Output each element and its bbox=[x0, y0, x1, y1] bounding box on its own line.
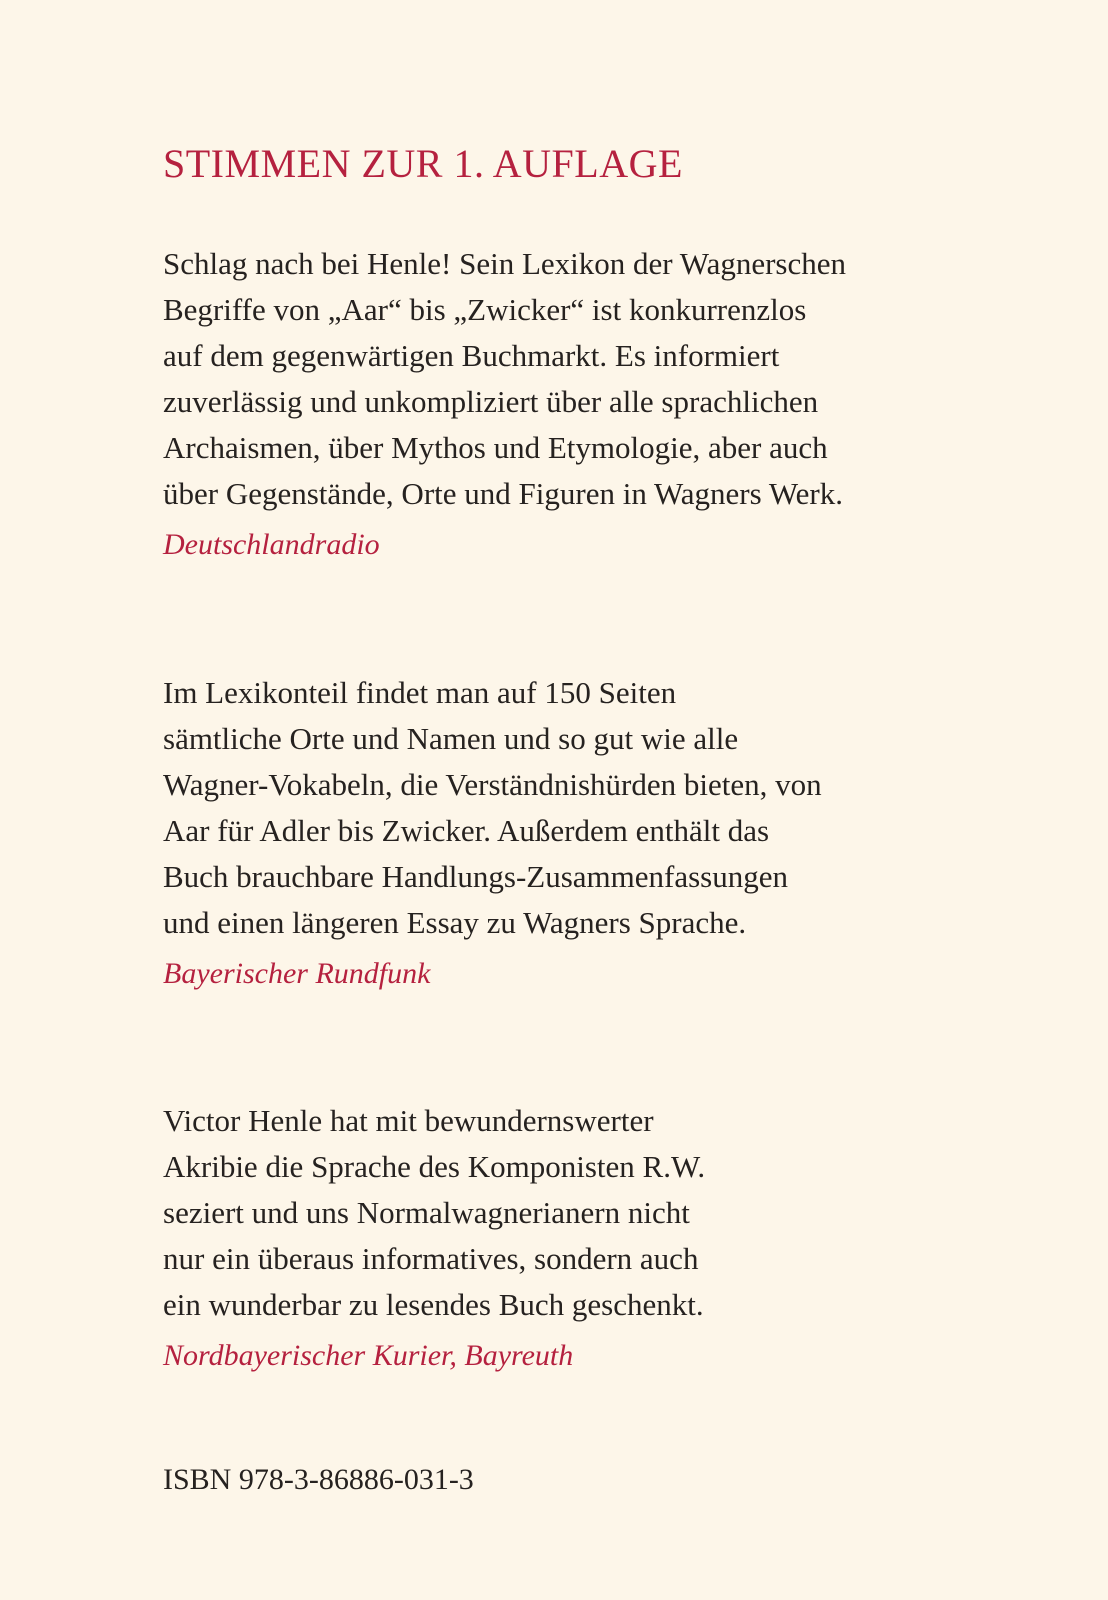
quote-line: Im Lexikonteil findet man auf 150 Seiten bbox=[163, 675, 677, 710]
quote-source: Bayerischer Rundfunk bbox=[163, 957, 431, 990]
quote-line: auf dem gegenwärtigen Buchmarkt. Es informiert bbox=[163, 338, 780, 373]
review-quote-bayerischer-rundfunk bbox=[163, 670, 983, 996]
quote-line: ein wunderbar zu lesendes Buch geschenkt. bbox=[163, 1287, 704, 1322]
review-quote-deutschlandradio bbox=[163, 241, 983, 567]
quote-line: Akribie die Sprache des Komponisten R.W. bbox=[163, 1149, 706, 1184]
review-quote-nordbayerischer-kurier bbox=[163, 1098, 983, 1378]
quote-line: nur ein überaus informatives, sondern auch bbox=[163, 1241, 699, 1276]
quote-line: zuverlässig und unkompliziert über alle sprachlichen bbox=[163, 384, 819, 419]
quote-source: Deutschlandradio bbox=[163, 528, 380, 561]
quote-line: über Gegenstände, Orte und Figuren in Wagners Werk. bbox=[163, 476, 843, 511]
quote-line: und einen längeren Essay zu Wagners Sprache. bbox=[163, 905, 747, 940]
quote-line: Wagner-Vokabeln, die Verständnishürden bieten, von bbox=[163, 767, 822, 802]
quote-line: seziert und uns Normalwagnerianern nicht bbox=[163, 1195, 690, 1230]
quote-line: Begriffe von „Aar“ bis „Zwicker“ ist konkurrenzlos bbox=[163, 292, 807, 327]
isbn-number: ISBN 978-3-86886-031-3 bbox=[163, 1463, 474, 1496]
page-title: STIMMEN ZUR 1. AUFLAGE bbox=[163, 141, 683, 186]
quote-line: Aar für Adler bis Zwicker. Außerdem enthält das bbox=[163, 813, 770, 848]
quote-line: Archaismen, über Mythos und Etymologie, aber auch bbox=[163, 430, 828, 465]
quote-line: Buch brauchbare Handlungs-Zusammenfassungen bbox=[163, 859, 788, 894]
quote-line: Victor Henle hat mit bewundernswerter bbox=[163, 1103, 654, 1138]
quote-line: sämtliche Orte und Namen und so gut wie alle bbox=[163, 721, 739, 756]
quote-line: Schlag nach bei Henle! Sein Lexikon der Wagnerschen bbox=[163, 246, 846, 281]
quote-source: Nordbayerischer Kurier, Bayreuth bbox=[163, 1339, 574, 1372]
